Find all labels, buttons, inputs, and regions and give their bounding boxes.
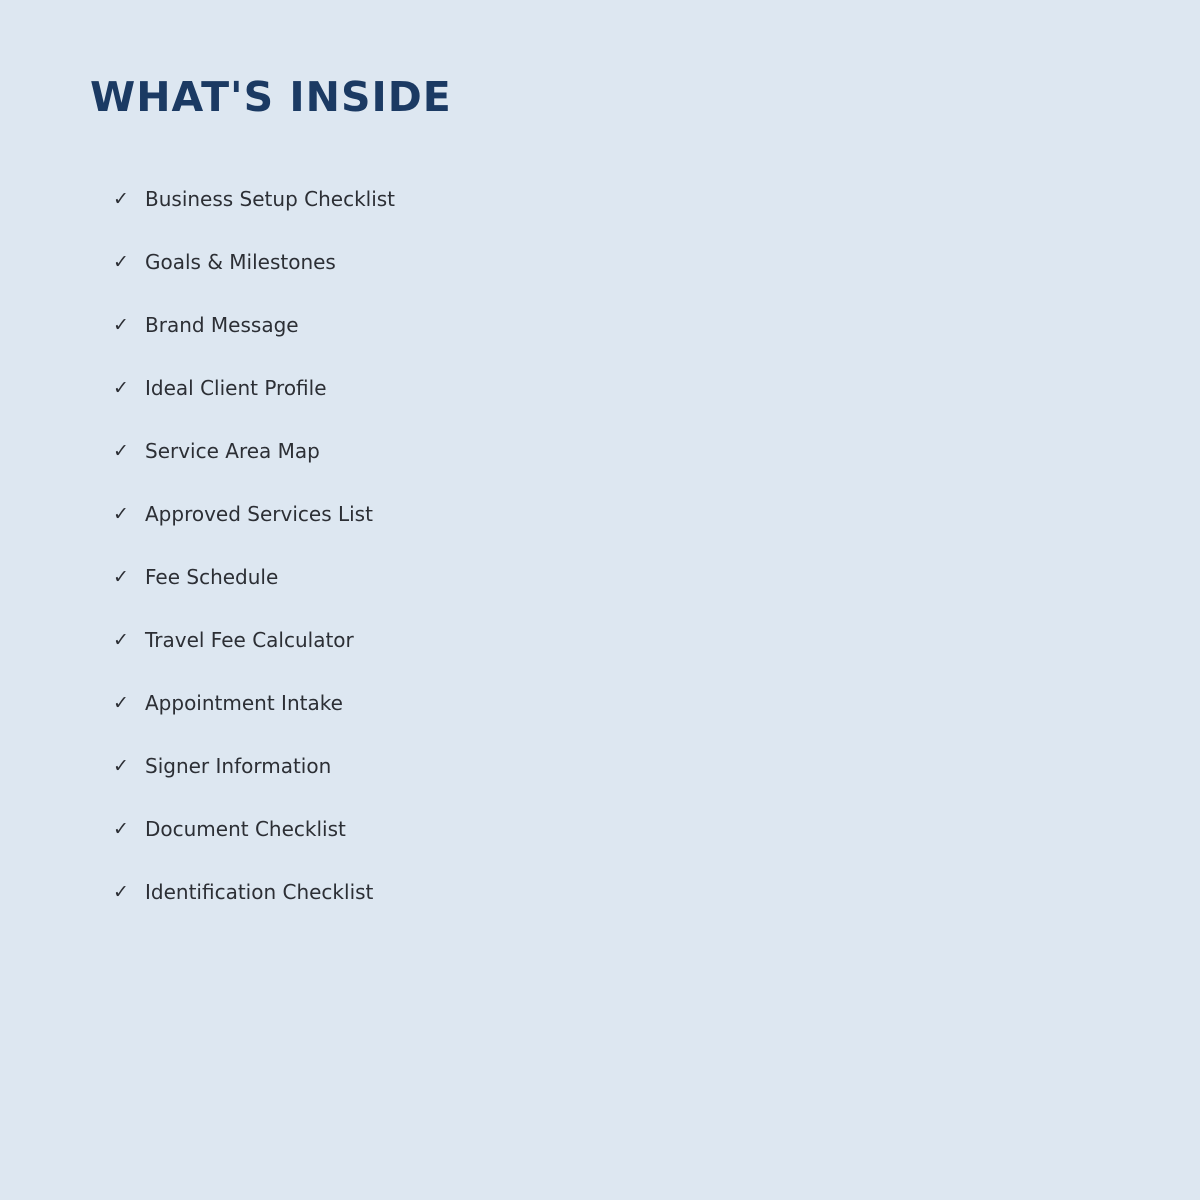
list-item-label: Approved Services List — [145, 502, 373, 526]
list-item — [113, 432, 395, 495]
check-icon: ✓ — [113, 377, 129, 399]
list-item-label: Document Checklist — [145, 817, 346, 841]
list-item — [113, 684, 395, 747]
list-item — [113, 747, 395, 810]
check-icon: ✓ — [113, 692, 129, 714]
list-item-label: Appointment Intake — [145, 691, 343, 715]
list-item-label: Fee Schedule — [145, 565, 279, 589]
check-icon: ✓ — [113, 566, 129, 588]
list-item-label: Signer Information — [145, 754, 332, 778]
check-icon: ✓ — [113, 314, 129, 336]
list-item-label: Service Area Map — [145, 439, 320, 463]
list-item — [113, 873, 395, 936]
list-item — [113, 495, 395, 558]
contents-list — [113, 180, 395, 936]
list-item-label: Business Setup Checklist — [145, 187, 396, 211]
check-icon: ✓ — [113, 755, 129, 777]
check-icon: ✓ — [113, 251, 129, 273]
list-item — [113, 558, 395, 621]
list-item — [113, 180, 395, 243]
check-icon: ✓ — [113, 440, 129, 462]
list-item — [113, 621, 395, 684]
list-item-label: Brand Message — [145, 313, 299, 337]
list-item — [113, 243, 395, 306]
list-item-label: Goals & Milestones — [145, 250, 336, 274]
check-icon: ✓ — [113, 188, 129, 210]
check-icon: ✓ — [113, 503, 129, 525]
list-item-label: Travel Fee Calculator — [145, 628, 354, 652]
check-icon: ✓ — [113, 818, 129, 840]
page-title: WHAT'S INSIDE — [90, 73, 452, 121]
check-icon: ✓ — [113, 629, 129, 651]
list-item — [113, 810, 395, 873]
list-item-label: Ideal Client Profile — [145, 376, 327, 400]
list-item — [113, 306, 395, 369]
list-item-label: Identification Checklist — [145, 880, 374, 904]
check-icon: ✓ — [113, 881, 129, 903]
list-item — [113, 369, 395, 432]
